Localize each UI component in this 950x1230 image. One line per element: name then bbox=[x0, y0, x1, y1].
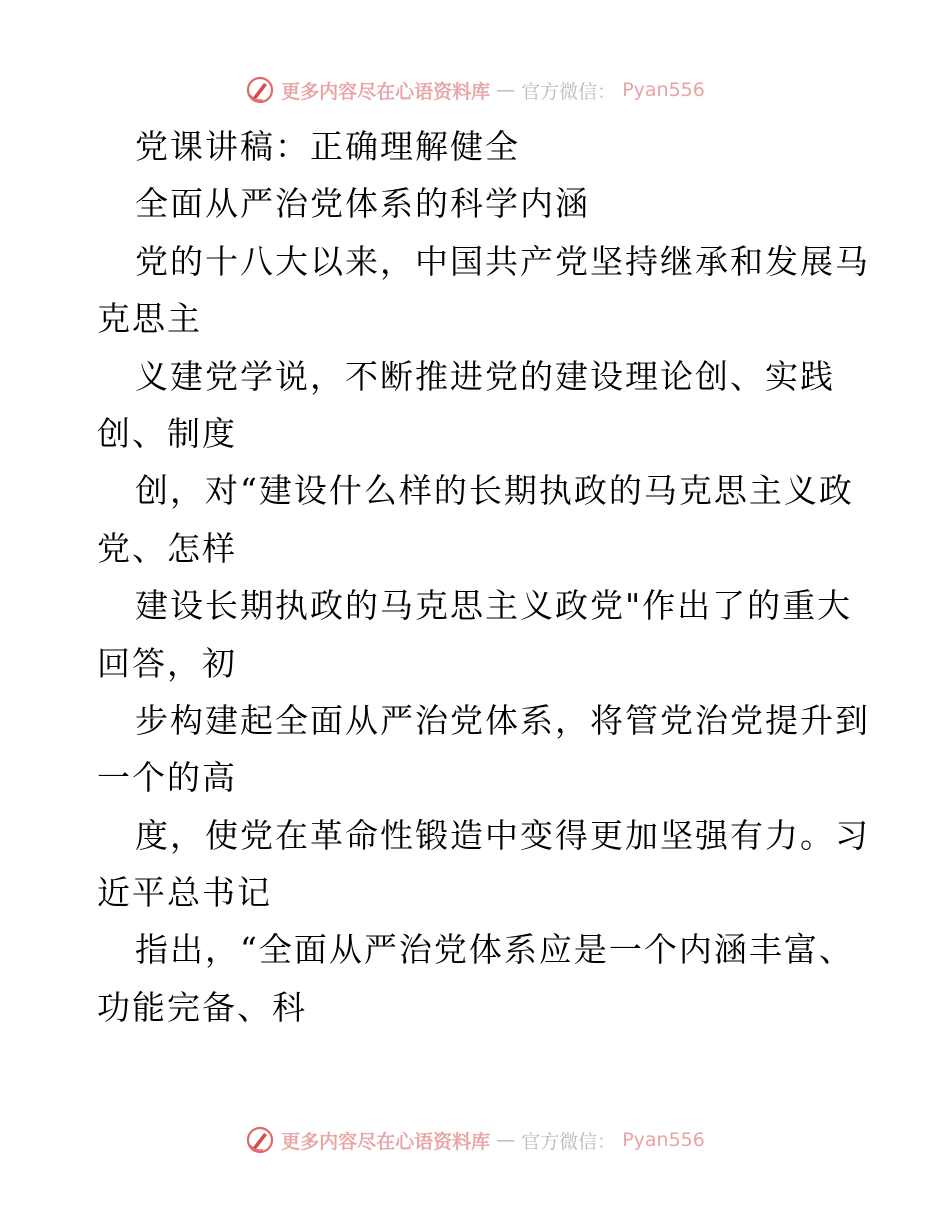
paragraph-line: 党、怎样 bbox=[97, 528, 237, 568]
watermark-wechat-label: 官方微信： bbox=[521, 1130, 617, 1153]
watermark-dash: — bbox=[496, 79, 516, 101]
watermark-wechat-label: 官方微信： bbox=[521, 80, 617, 103]
watermark-wechat-id: Pyan556 bbox=[622, 79, 705, 101]
document-body bbox=[97, 118, 870, 1036]
pen-logo-icon bbox=[245, 75, 275, 105]
watermark-group bbox=[245, 1125, 705, 1155]
paragraph-line: 回答，初 bbox=[97, 643, 237, 683]
paragraph-line: 近平总书记 bbox=[97, 873, 272, 913]
watermark-site-text: 更多内容尽在心语资料库 bbox=[281, 1130, 491, 1153]
header-watermark bbox=[0, 70, 950, 110]
watermark-wechat-id: Pyan556 bbox=[622, 1129, 705, 1151]
title-line-1: 党课讲稿：正确理解健全 bbox=[135, 127, 520, 166]
watermark-group bbox=[245, 75, 705, 105]
paragraph-line: 建设长期执政的马克思主义政党"作出了的重大 bbox=[135, 586, 853, 626]
watermark-dash: — bbox=[496, 1129, 516, 1151]
paragraph-line: 步构建起全面从严治党体系，将管党治党提升到 bbox=[135, 700, 870, 740]
paragraph-line: 一个的高 bbox=[97, 758, 237, 798]
footer-watermark bbox=[0, 1120, 950, 1160]
paragraph-line: 克思主 bbox=[97, 299, 202, 339]
watermark-site-text: 更多内容尽在心语资料库 bbox=[281, 80, 491, 103]
paragraph-line: 党的十八大以来，中国共产党坚持继承和发展马 bbox=[135, 241, 870, 281]
title-line-2: 全面从严治党体系的科学内涵 bbox=[135, 184, 590, 224]
paragraph-line: 创、制度 bbox=[97, 413, 237, 453]
paragraph-line: 指出，“全面从严治党体系应是一个内涵丰富、 bbox=[135, 930, 854, 970]
paragraph-line: 功能完备、科 bbox=[97, 987, 307, 1027]
pen-logo-icon bbox=[245, 1125, 275, 1155]
paragraph-line: 度，使党在革命性锻造中变得更加坚强有力。习 bbox=[135, 815, 870, 855]
paragraph-line: 创，对“建设什么样的长期执政的马克思主义政 bbox=[135, 471, 854, 511]
paragraph-line: 义建党学说，不断推进党的建设理论创、实践 bbox=[135, 356, 835, 396]
